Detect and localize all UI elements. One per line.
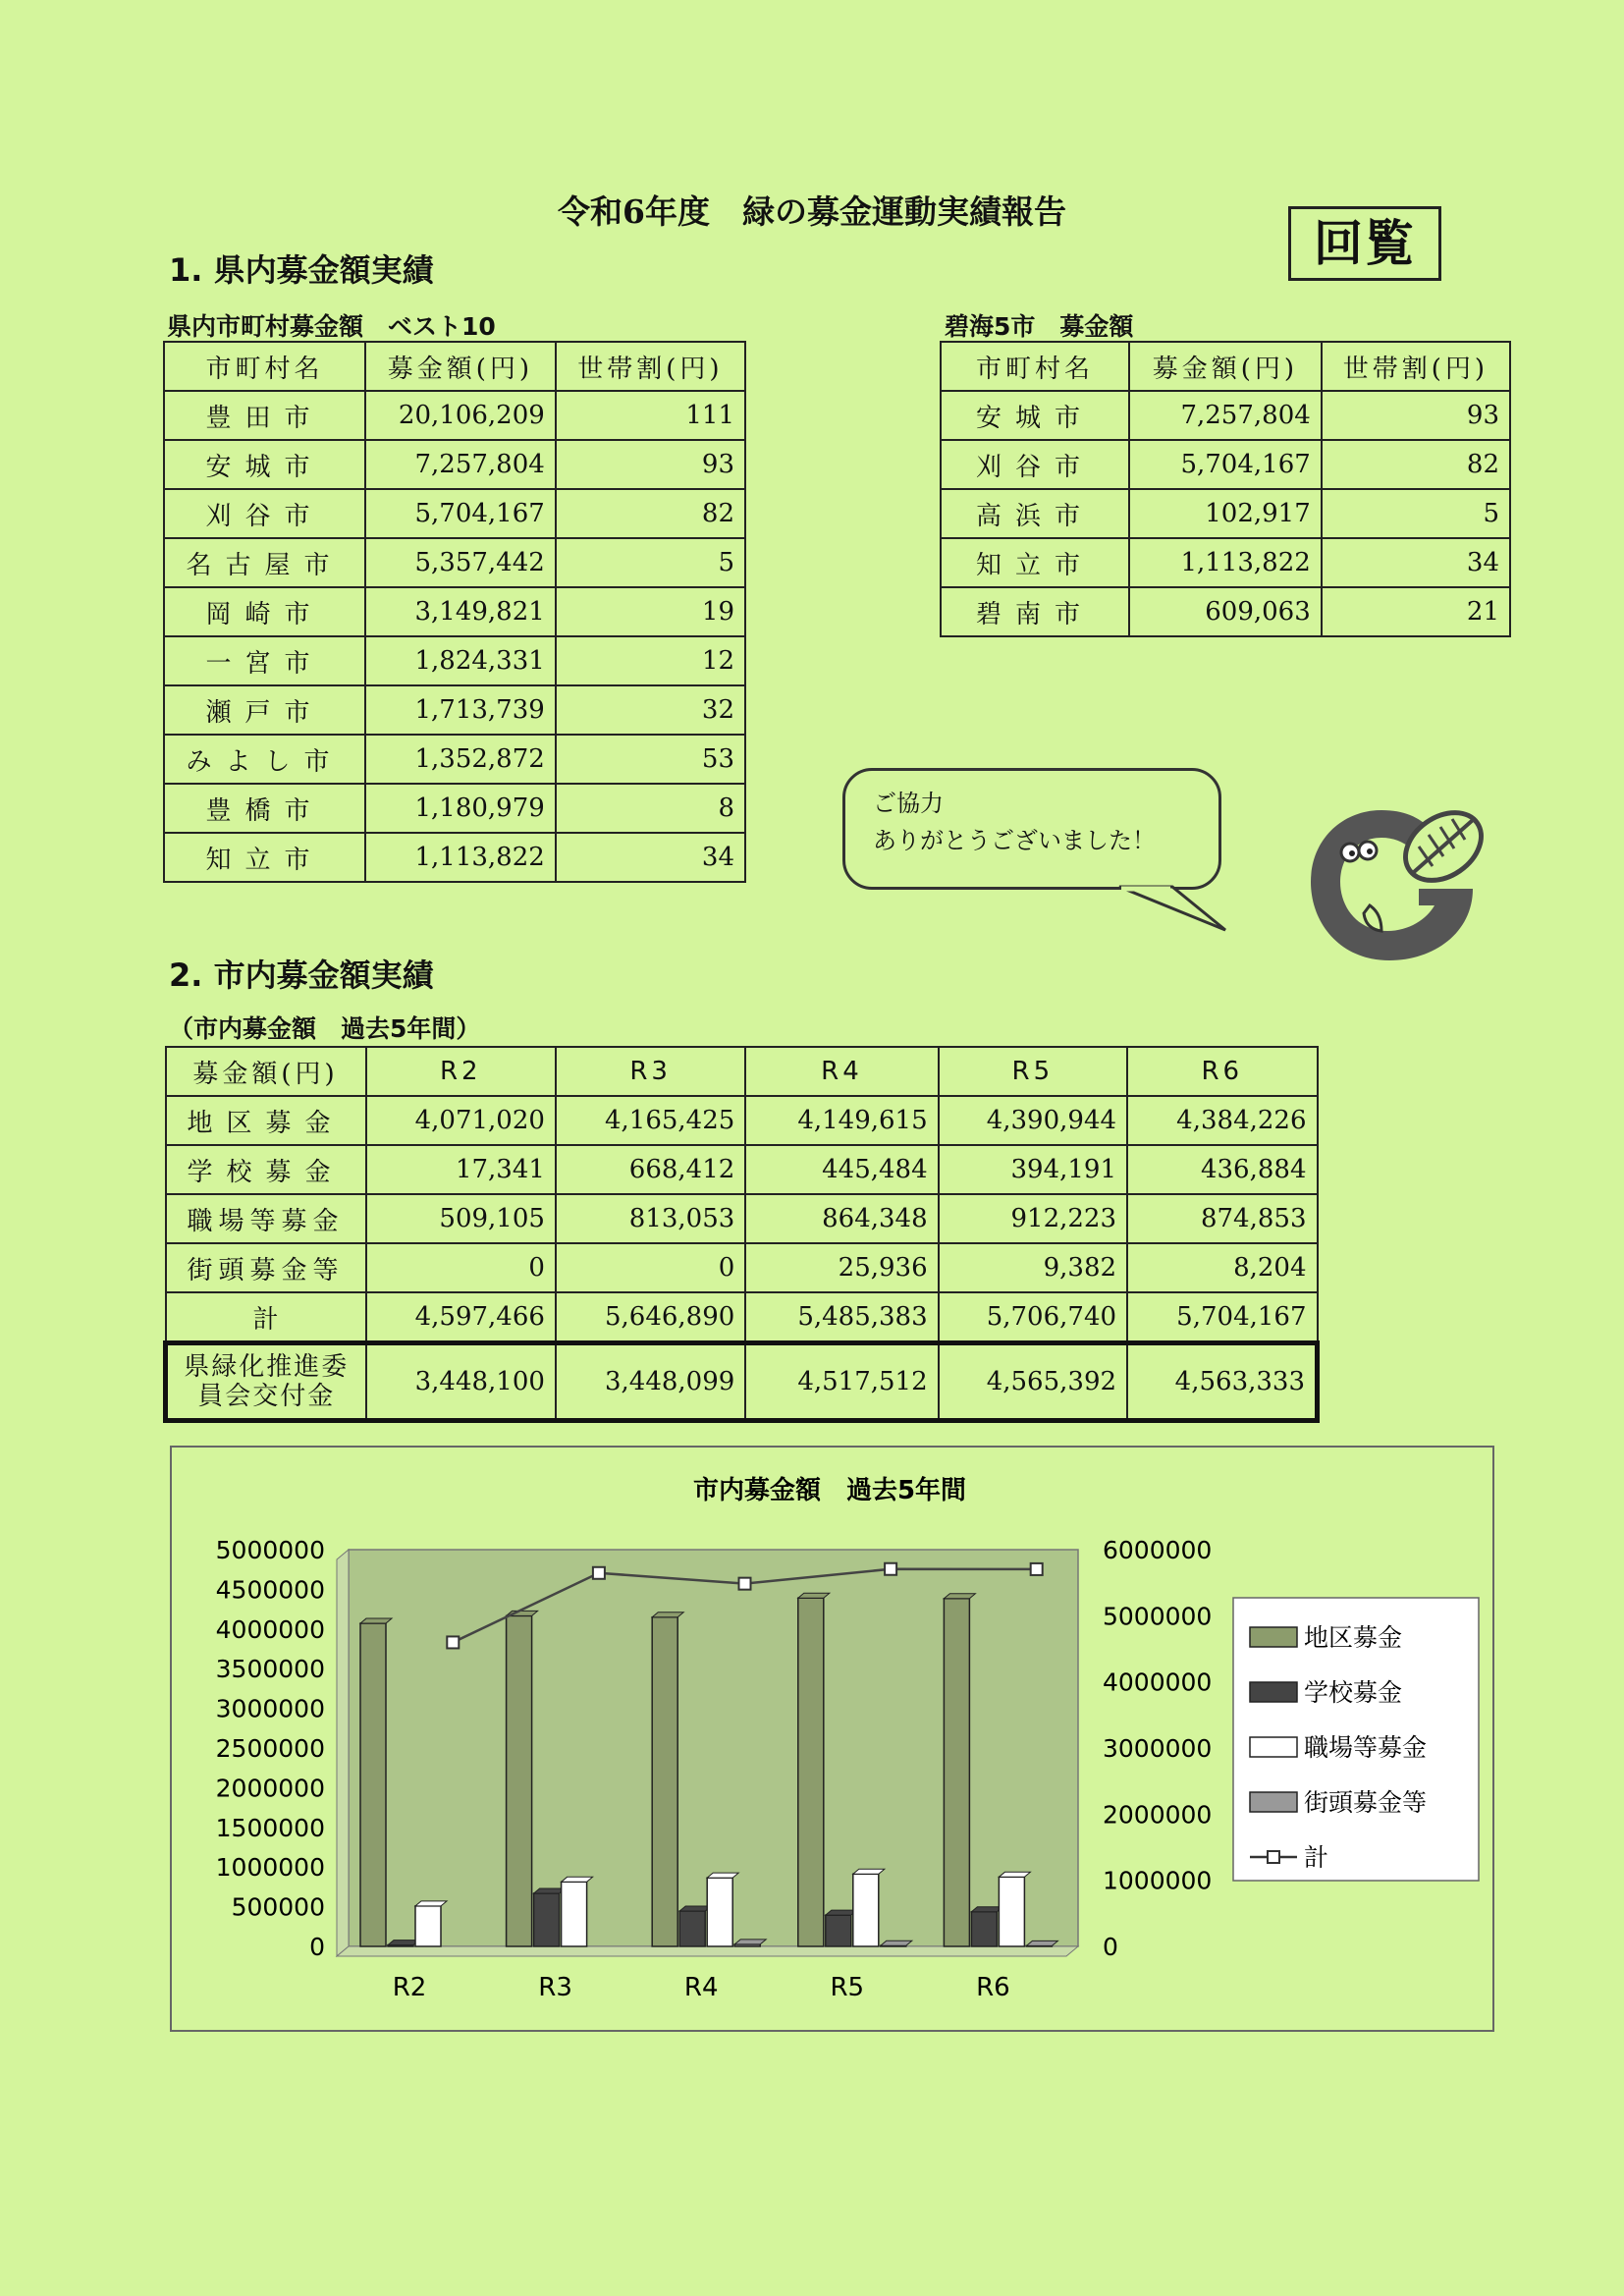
table-row [164,636,745,685]
column-header: 世帯割(円) [556,342,745,391]
total-marker [1031,1563,1043,1575]
x-tick-label: R3 [538,1973,572,2002]
amount-cell: 1,352,872 [365,735,556,784]
bar-職場等募金 [415,1906,441,1946]
bar-top-街頭募金等 [1026,1941,1057,1945]
column-header: 募金額(円) [365,342,556,391]
right-tick-label: 3000000 [1103,1734,1213,1763]
value-cell: 4,384,226 [1127,1096,1317,1145]
left-tick-label: 4500000 [215,1575,325,1605]
circulation-stamp: 回覧 [1288,206,1441,281]
table-row [166,1292,1318,1343]
household-cell: 19 [556,587,745,636]
amount-cell: 3,149,821 [365,587,556,636]
amount-cell: 102,917 [1129,489,1322,538]
amount-cell: 1,113,822 [1129,538,1322,587]
bar-top-地区募金 [360,1618,392,1623]
bar-学校募金 [971,1912,997,1946]
left-tick-label: 4000000 [215,1614,325,1644]
value-cell: 864,348 [745,1194,938,1243]
column-header: R6 [1127,1047,1317,1096]
legend-entry: 職場等募金 [1304,1733,1428,1762]
green-fund-mascot-icon [1272,795,1497,967]
legend-swatch [1250,1737,1297,1757]
table-row [166,1243,1318,1292]
left-tick-label: 500000 [231,1892,325,1922]
household-cell: 53 [556,735,745,784]
household-cell: 32 [556,685,745,735]
value-cell: 436,884 [1127,1145,1317,1194]
value-cell: 668,412 [556,1145,745,1194]
city-name-cell: 安城市 [941,391,1129,440]
column-header: 市町村名 [164,342,365,391]
bar-top-学校募金 [534,1888,566,1893]
bubble-tail-icon [1110,879,1237,938]
bar-top-学校募金 [971,1907,1002,1912]
table-row [166,1096,1318,1145]
household-cell: 21 [1322,587,1510,636]
household-cell: 5 [1322,489,1510,538]
household-cell: 5 [556,538,745,587]
city-name-cell: 知立市 [941,538,1129,587]
table-row [164,685,745,735]
right-tick-label: 2000000 [1103,1800,1213,1830]
value-cell: 4,149,615 [745,1096,938,1145]
city-name-cell: 刈谷市 [164,489,365,538]
bar-top-地区募金 [652,1613,683,1617]
table-row [941,440,1510,489]
table-row [164,391,745,440]
bar-top-職場等募金 [707,1873,738,1878]
left-tick-label: 5000000 [215,1536,325,1564]
column-header: R4 [745,1047,938,1096]
value-cell: 8,204 [1127,1243,1317,1292]
bar-職場等募金 [853,1874,879,1946]
x-tick-label: R2 [392,1973,427,2002]
row-label-cell: 街頭募金等 [166,1243,366,1292]
amount-cell: 5,357,442 [365,538,556,587]
grant-value-cell: 3,448,100 [366,1343,556,1421]
section2-heading: 2. 市内募金額実績 [169,957,434,994]
x-tick-label: R6 [976,1973,1010,2002]
bar-地区募金 [360,1623,386,1946]
section1-heading: 1. 県内募金額実績 [169,251,434,289]
amount-cell: 1,713,739 [365,685,556,735]
city-name-cell: 名古屋市 [164,538,365,587]
amount-cell: 1,824,331 [365,636,556,685]
city-name-cell: 豊橋市 [164,784,365,833]
value-cell: 4,597,466 [366,1292,556,1343]
thanks-bubble [842,768,1221,890]
household-cell: 12 [556,636,745,685]
row-label-cell: 学校募金 [166,1145,366,1194]
value-cell: 813,053 [556,1194,745,1243]
total-marker [593,1567,605,1579]
bar-学校募金 [826,1915,851,1946]
bar-職場等募金 [707,1878,732,1946]
city-name-cell: 瀬戸市 [164,685,365,735]
grant-label-line: 県緑化推進委 [184,1352,350,1382]
legend-marker-swatch [1268,1851,1279,1863]
table-row [166,1145,1318,1194]
value-cell: 4,165,425 [556,1096,745,1145]
value-cell: 5,706,740 [939,1292,1127,1343]
grant-value-cell: 4,565,392 [939,1343,1127,1421]
value-cell: 17,341 [366,1145,556,1194]
bar-top-街頭募金等 [881,1941,912,1945]
column-header: R5 [939,1047,1127,1096]
bar-top-職場等募金 [853,1869,885,1874]
left-tick-label: 1000000 [215,1853,325,1883]
household-cell: 111 [556,391,745,440]
amount-cell: 609,063 [1129,587,1322,636]
amount-cell: 7,257,804 [365,440,556,489]
five-year-header-row [166,1047,1318,1096]
hekikai-header-row [941,342,1510,391]
column-header: 募金額(円) [1129,342,1322,391]
city-name-cell: 碧南市 [941,587,1129,636]
bar-地区募金 [652,1617,677,1946]
grant-value-cell: 3,448,099 [556,1343,745,1421]
table-row [164,784,745,833]
value-cell: 874,853 [1127,1194,1317,1243]
bar-学校募金 [534,1893,560,1946]
table-row [164,833,745,882]
household-cell: 93 [1322,391,1510,440]
bar-top-職場等募金 [562,1877,593,1882]
row-label-cell: 職場等募金 [166,1194,366,1243]
chart-title: 市内募金額 過去5年間 [692,1476,967,1505]
left-tick-label: 0 [309,1933,325,1961]
bar-地区募金 [944,1599,969,1946]
legend-entry: 計 [1304,1843,1329,1872]
city-name-cell: 一宮市 [164,636,365,685]
column-header: 市町村名 [941,342,1129,391]
right-tick-label: 6000000 [1103,1536,1213,1564]
legend-entry: 学校募金 [1304,1678,1403,1707]
page-title: 令和6年度 緑の募金運動実績報告 [558,192,1066,231]
value-cell: 445,484 [745,1145,938,1194]
legend-entry: 街頭募金等 [1304,1788,1428,1817]
value-cell: 25,936 [745,1243,938,1292]
section2-caption: （市内募金額 過去5年間） [169,1014,481,1043]
household-cell: 93 [556,440,745,489]
right-tick-label: 1000000 [1103,1866,1213,1895]
value-cell: 394,191 [939,1145,1127,1194]
household-cell: 82 [1322,440,1510,489]
five-year-chart [170,1446,1490,2028]
left-tick-label: 1500000 [215,1813,325,1842]
bar-top-地区募金 [944,1594,975,1599]
city-name-cell: 高浜市 [941,489,1129,538]
value-cell: 9,382 [939,1243,1127,1292]
value-cell: 912,223 [939,1194,1127,1243]
plot-floor [337,1946,1078,1956]
left-tick-label: 3500000 [215,1655,325,1684]
total-marker [447,1636,459,1648]
table-row [166,1194,1318,1243]
legend-swatch [1250,1627,1297,1647]
city-name-cell: 刈谷市 [941,440,1129,489]
household-cell: 34 [1322,538,1510,587]
ranking-table [163,341,746,883]
left-tick-label: 2500000 [215,1734,325,1763]
bar-top-職場等募金 [415,1901,447,1906]
bar-地区募金 [798,1598,824,1946]
grant-value-cell: 4,517,512 [745,1343,938,1421]
amount-cell: 1,180,979 [365,784,556,833]
column-header: R3 [556,1047,745,1096]
legend-entry: 地区募金 [1304,1623,1403,1652]
city-name-cell: 岡崎市 [164,587,365,636]
grant-label-line: 員会交付金 [197,1382,336,1411]
bar-top-学校募金 [826,1910,857,1915]
column-header: R2 [366,1047,556,1096]
amount-cell: 5,704,167 [1129,440,1322,489]
hekikai-caption: 碧海5市 募金額 [945,312,1134,341]
amount-cell: 5,704,167 [365,489,556,538]
household-cell: 82 [556,489,745,538]
city-name-cell: 安城市 [164,440,365,489]
bar-top-職場等募金 [999,1872,1030,1877]
left-tick-label: 3000000 [215,1694,325,1723]
table-row [164,489,745,538]
city-name-cell: 豊田市 [164,391,365,440]
bar-職場等募金 [562,1882,587,1946]
bar-top-学校募金 [679,1906,711,1911]
bar-top-地区募金 [798,1593,830,1598]
grant-row [166,1343,1318,1421]
bar-職場等募金 [999,1877,1024,1946]
total-marker [739,1578,751,1590]
five-year-table [163,1046,1320,1423]
plot-side-wall [337,1550,349,1956]
left-tick-label: 2000000 [215,1774,325,1803]
row-label-cell: 地区募金 [166,1096,366,1145]
hekikai-table [940,341,1511,637]
value-cell: 0 [366,1243,556,1292]
right-tick-label: 5000000 [1103,1602,1213,1631]
bar-学校募金 [679,1911,705,1946]
bubble-line: ありがとうございました！ [873,827,1156,854]
amount-cell: 1,113,822 [365,833,556,882]
value-cell: 509,105 [366,1194,556,1243]
ranking-header-row [164,342,745,391]
row-label-cell: 計 [166,1292,366,1343]
right-tick-label: 4000000 [1103,1667,1213,1697]
value-cell: 5,646,890 [556,1292,745,1343]
grant-label-cell [166,1343,366,1421]
column-header: 募金額(円) [166,1047,366,1096]
city-name-cell: 知立市 [164,833,365,882]
amount-cell: 20,106,209 [365,391,556,440]
table-row [941,587,1510,636]
table-row [941,391,1510,440]
table-row [941,538,1510,587]
column-header: 世帯割(円) [1322,342,1510,391]
city-name-cell: みよし市 [164,735,365,784]
bubble-line: ご協力 [873,790,944,817]
x-tick-label: R5 [830,1973,865,2002]
table-row [164,440,745,489]
ranking-caption: 県内市町村募金額 ベスト10 [167,312,496,341]
bar-地区募金 [507,1615,532,1946]
x-tick-label: R4 [683,1973,719,2002]
amount-cell: 7,257,804 [1129,391,1322,440]
value-cell: 4,071,020 [366,1096,556,1145]
bar-top-学校募金 [388,1941,419,1945]
grant-value-cell: 4,563,333 [1127,1343,1317,1421]
table-row [164,538,745,587]
value-cell: 5,704,167 [1127,1292,1317,1343]
total-marker [885,1563,896,1575]
table-row [164,735,745,784]
bar-top-街頭募金等 [734,1940,766,1944]
value-cell: 0 [556,1243,745,1292]
table-row [164,587,745,636]
right-tick-label: 0 [1103,1933,1118,1961]
value-cell: 5,485,383 [745,1292,938,1343]
household-cell: 34 [556,833,745,882]
legend-swatch [1250,1792,1297,1812]
legend-swatch [1250,1682,1297,1702]
value-cell: 4,390,944 [939,1096,1127,1145]
table-row [941,489,1510,538]
household-cell: 8 [556,784,745,833]
